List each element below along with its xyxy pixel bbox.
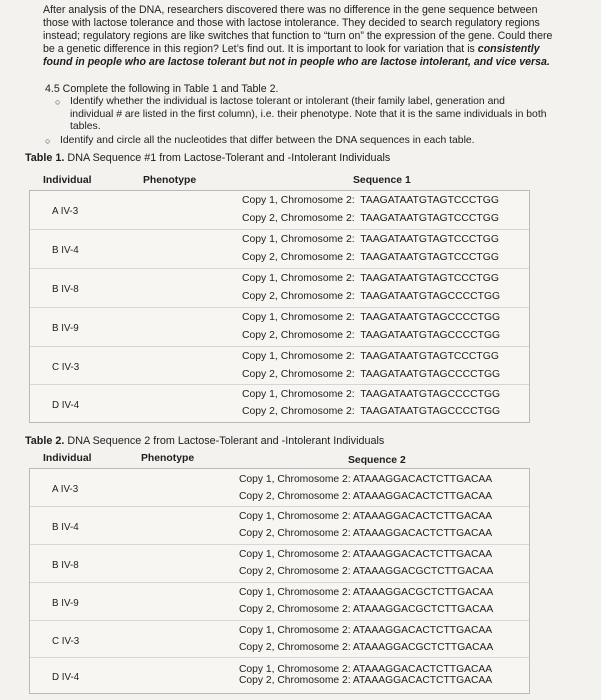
table-row <box>30 308 529 347</box>
table1-caption <box>25 152 390 165</box>
table1-caption-label: Table 1. <box>25 152 65 164</box>
table2-header-individual: Individual <box>43 453 92 464</box>
sequence-copy2: Copy 2, Chromosome 2: TAAGATAATGTAGCCCCTGG <box>242 291 501 302</box>
bullet-1-text: Identify whether the individual is lactose tolerant or intolerant (their family label, generation and individual # are listed in the first column), i.e. their phenotype. Note that it is the same individuals in both tables. <box>70 96 547 133</box>
section-heading: 4.5 Complete the following in Table 1 and Table 2. <box>45 83 279 95</box>
individual-cell: A IV-3 <box>52 484 79 495</box>
table2-caption-label: Table 2. <box>25 435 65 447</box>
table-row <box>30 621 529 658</box>
individual-cell: D IV-4 <box>52 400 80 411</box>
sequence-copy2: Copy 2, Chromosome 2: ATAAAGGACGCTCTTGACAA <box>239 566 494 577</box>
sequence-copy1: Copy 1, Chromosome 2: TAAGATAATGTAGTCCCTGG <box>242 195 499 206</box>
sequence-copy2: Copy 2, Chromosome 2: ATAAAGGACGCTCTTGACAA <box>239 642 494 653</box>
intro-emphasis: consistently found in people who are lactose tolerant but not in people who are lactose intolerant, and vice versa. <box>43 42 550 68</box>
sequence-copy2: Copy 2, Chromosome 2: TAAGATAATGTAGCCCCTGG <box>242 330 501 341</box>
individual-cell: B IV-9 <box>52 323 79 334</box>
sequence-copy1: Copy 1, Chromosome 2: ATAAAGGACACTCTTGACAA <box>239 664 493 675</box>
individual-cell: B IV-8 <box>52 560 79 571</box>
table-row <box>30 583 529 621</box>
table1-header-individual: Individual <box>43 175 92 186</box>
sequence-copy1: Copy 1, Chromosome 2: TAAGATAATGTAGTCCCTGG <box>242 273 499 284</box>
table2-caption <box>25 435 384 448</box>
bullet-2-text: Identify and circle all the nucleotides that differ between the DNA sequences in each table. <box>60 135 475 146</box>
sequence-copy2: Copy 2, Chromosome 2: TAAGATAATGTAGCCCCTGG <box>242 406 501 417</box>
table1-header-phenotype: Phenotype <box>143 175 197 186</box>
sequence-copy1: Copy 1, Chromosome 2: ATAAAGGACACTCTTGACAA <box>239 474 493 485</box>
sequence-copy2: Copy 2, Chromosome 2: ATAAAGGACACTCTTGACAA <box>239 675 493 686</box>
sequence-copy1: Copy 1, Chromosome 2: TAAGATAATGTAGTCCCTGG <box>242 234 499 245</box>
table1 <box>29 190 530 423</box>
sequence-copy2: Copy 2, Chromosome 2: TAAGATAATGTAGTCCCTGG <box>242 252 499 263</box>
table2-caption-text: DNA Sequence 2 from Lactose-Tolerant and -Intolerant Individuals <box>64 435 385 447</box>
table2 <box>29 468 530 694</box>
individual-cell: C IV-3 <box>52 636 80 647</box>
table-row <box>30 385 529 423</box>
intro-paragraph <box>43 4 555 69</box>
individual-cell: C IV-3 <box>52 362 80 373</box>
sequence-copy1: Copy 1, Chromosome 2: TAAGATAATGTAGCCCCTGG <box>242 312 501 323</box>
instruction-bullet-2 <box>45 135 560 148</box>
table-row <box>30 269 529 308</box>
individual-cell: D IV-4 <box>52 672 80 683</box>
sequence-copy2: Copy 2, Chromosome 2: ATAAAGGACACTCTTGACAA <box>239 491 493 502</box>
sequence-copy1: Copy 1, Chromosome 2: ATAAAGGACACTCTTGACAA <box>239 511 493 522</box>
sequence-copy2: Copy 2, Chromosome 2: TAAGATAATGTAGTCCCTGG <box>242 213 499 224</box>
individual-cell: B IV-8 <box>52 284 79 295</box>
hollow-bullet-icon: ○ <box>45 136 51 146</box>
individual-cell: A IV-3 <box>52 206 79 217</box>
table1-caption-text: DNA Sequence #1 from Lactose-Tolerant and -Intolerant Individuals <box>64 152 391 164</box>
table-row <box>30 507 529 545</box>
sequence-copy1: Copy 1, Chromosome 2: ATAAAGGACACTCTTGACAA <box>239 625 493 636</box>
sequence-copy2: Copy 2, Chromosome 2: TAAGATAATGTAGCCCCTGG <box>242 369 501 380</box>
sequence-copy1: Copy 1, Chromosome 2: ATAAAGGACGCTCTTGACAA <box>239 587 494 598</box>
sequence-copy2: Copy 2, Chromosome 2: ATAAAGGACACTCTTGACAA <box>239 528 493 539</box>
table-row <box>30 347 529 385</box>
table1-header-sequence: Sequence 1 <box>353 175 411 186</box>
hollow-bullet-icon: ○ <box>55 97 61 107</box>
table-row <box>30 545 529 583</box>
individual-cell: B IV-9 <box>52 598 79 609</box>
table2-header-sequence: Sequence 2 <box>348 455 406 466</box>
sequence-copy1: Copy 1, Chromosome 2: TAAGATAATGTAGCCCCTGG <box>242 389 501 400</box>
intro-text: After analysis of the DNA, researchers discovered there was no difference in the gene sequence between those with lactose tolerance and those with lactose intolerance. They decided to search regulatory regions instead; regulatory regions are like switches that function to “turn on” the expression of the gene. Could there be a genetic difference in this region? Let’s find out. It is important to look for variation that is <box>43 4 553 55</box>
table2-header-phenotype: Phenotype <box>141 453 195 464</box>
table-row <box>30 191 529 230</box>
sequence-copy2: Copy 2, Chromosome 2: ATAAAGGACGCTCTTGACAA <box>239 604 494 615</box>
table-row <box>30 658 529 694</box>
table-row <box>30 469 529 507</box>
individual-cell: B IV-4 <box>52 245 79 256</box>
instruction-bullet-1 <box>55 96 550 134</box>
table-row <box>30 230 529 269</box>
sequence-copy1: Copy 1, Chromosome 2: TAAGATAATGTAGTCCCTGG <box>242 351 499 362</box>
individual-cell: B IV-4 <box>52 522 79 533</box>
sequence-copy1: Copy 1, Chromosome 2: ATAAAGGACACTCTTGACAA <box>239 549 493 560</box>
